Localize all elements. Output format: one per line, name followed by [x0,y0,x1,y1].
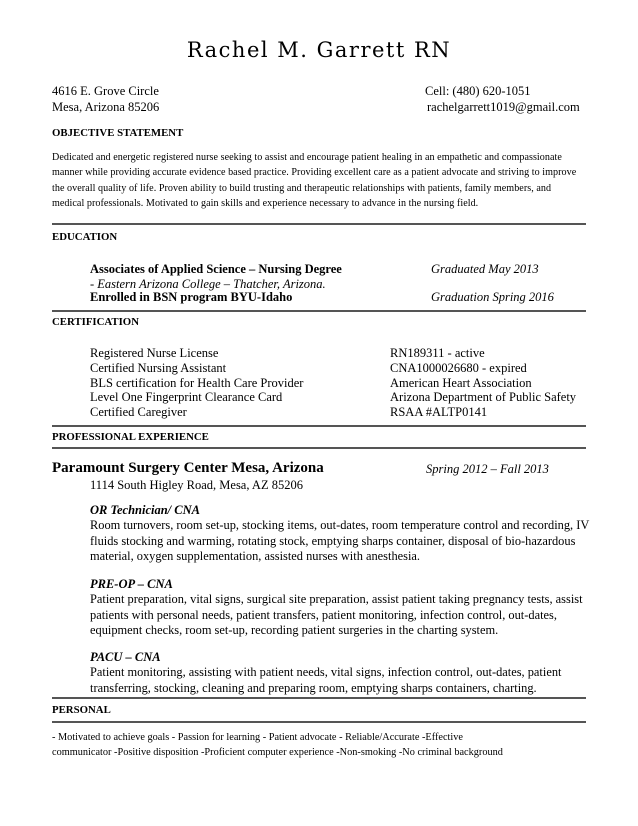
resume-name: Rachel M. Garrett RN [186,38,452,62]
divider [52,447,586,449]
cert-name: Registered Nurse License [90,346,219,360]
address-line-1: 4616 E. Grove Circle [52,84,159,98]
objective-text: Dedicated and energetic registered nurse seeking to assist and encourage patient healing in an empathetic and compassionate manner while providing accurate evidence based practice. Providing excellent care as a patient advocate and striving to improve the overall quality of life. Proven ability to build trusting and therapeutic relationships with patients, family members, and medical professionals. Motivated to gain skills and experience necessary to advance in the nursing field. [52,152,577,210]
divider [52,310,586,312]
school: - Eastern Arizona College – Thatcher, Arizona. [90,277,326,291]
personal-heading: PERSONAL [52,704,111,716]
cert-name: Level One Fingerprint Clearance Card [90,390,283,404]
employer-name: Paramount Surgery Center Mesa, Arizona [52,460,324,476]
cell-phone: Cell: (480) 620-1051 [425,84,531,98]
role-title: PRE-OP – CNA [90,577,173,591]
divider [52,721,586,723]
role-description: Room turnovers, room set-up, stocking items, out-dates, room temperature control and recording, IV fluids stocking and warming, rotating stock, emptying sharps container, disposal of bio-hazardous material, oxygen supplementation, assisted nurses with anesthesia. [90,518,590,563]
email[interactable]: rachelgarrett1019@gmail.com [427,100,580,114]
experience-heading: PROFESSIONAL EXPERIENCE [52,431,209,443]
cert-detail: CNA1000026680 - expired [390,361,527,375]
role-title: PACU – CNA [90,650,161,664]
objective-heading: OBJECTIVE STATEMENT [52,127,184,139]
degree: Associates of Applied Science – Nursing Degree [90,262,342,276]
role-description: Patient preparation, vital signs, surgical site preparation, assist patient taking pregnancy tests, assist patients with personal needs, patient transfers, patient monitoring, infection control, out-dates, equipment checks, room set-up, recording patient surgeries in the charting system. [90,592,583,637]
employer-address: 1114 South Higley Road, Mesa, AZ 85206 [90,478,303,492]
personal-traits-line-1: - Motivated to achieve goals - Passion for learning - Patient advocate - Reliable/Accurate -Effective [52,732,463,743]
degree-date: Graduated May 2013 [431,262,539,276]
cert-detail: RSAA #ALTP0141 [390,405,488,419]
role-description: Patient monitoring, assisting with patient needs, vital signs, infection control, out-dates, patient transferring, stocking, cleaning and preparing room, emptying sharps containers, charting. [90,665,562,695]
cert-detail: American Heart Association [390,376,532,390]
cert-detail: Arizona Department of Public Safety [390,390,577,404]
cert-detail: RN189311 - active [390,346,485,360]
cert-name: Certified Caregiver [90,405,187,419]
education-heading: EDUCATION [52,231,118,243]
bsn-program: Enrolled in BSN program BYU-Idaho [90,290,293,304]
divider [52,697,586,699]
divider [52,223,586,225]
cert-name: BLS certification for Health Care Provider [90,376,304,390]
bsn-date: Graduation Spring 2016 [431,290,554,304]
role-title: OR Technician/ CNA [90,503,200,517]
address-line-2: Mesa, Arizona 85206 [52,100,160,114]
personal-traits-line-2: communicator -Positive disposition -Proficient computer experience -Non-smoking -No criminal background [52,747,503,758]
divider [52,425,586,427]
certification-heading: CERTIFICATION [52,316,140,328]
cert-name: Certified Nursing Assistant [90,361,227,375]
employment-dates: Spring 2012 – Fall 2013 [426,462,549,476]
